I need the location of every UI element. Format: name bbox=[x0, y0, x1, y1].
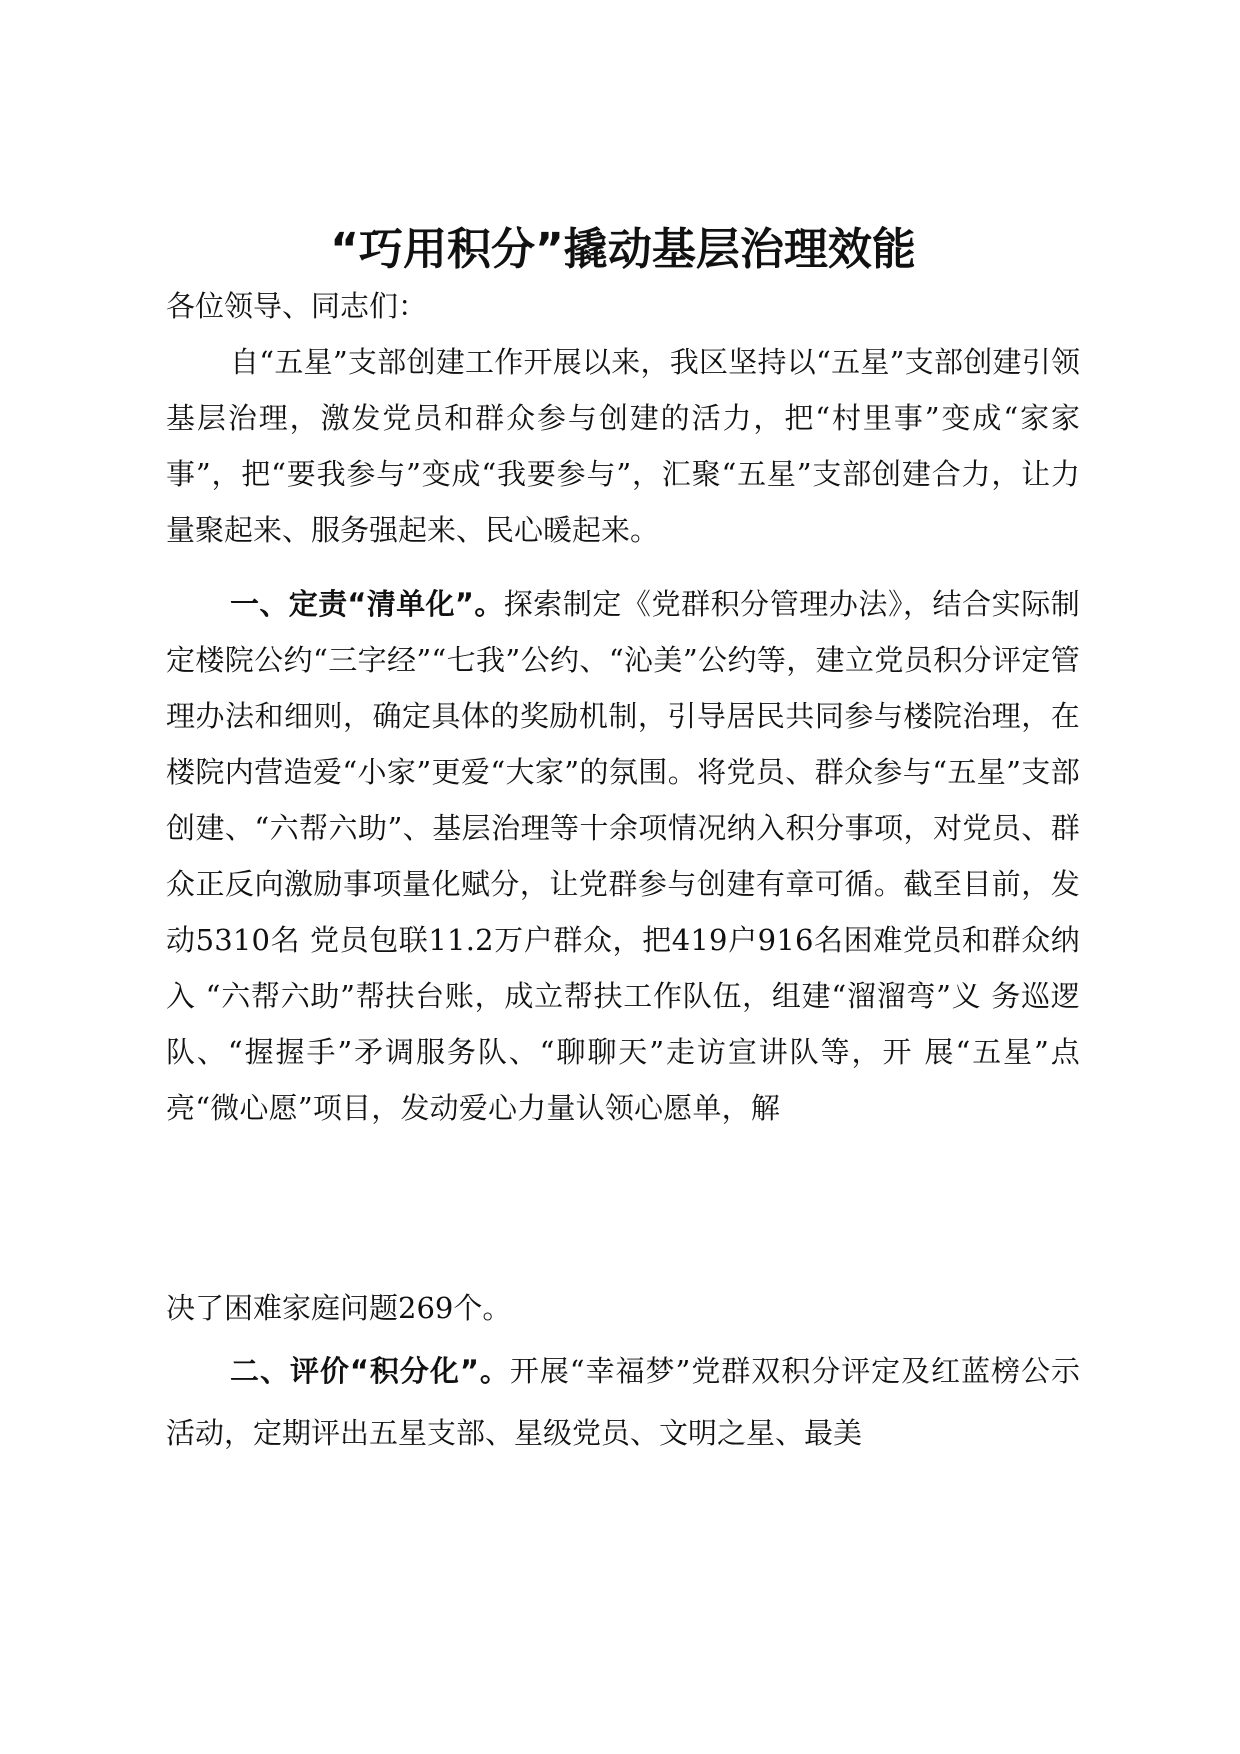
document-title: “巧用积分”撬动基层治理效能 bbox=[330, 224, 916, 275]
section-2-text: 开展“幸福梦”党群双积分评定及红蓝榜公示活动，定期评出五星支部、星级党员、文明之星、最美 bbox=[166, 1354, 1080, 1450]
section-2-paragraph bbox=[166, 1340, 1080, 1464]
section-1-paragraph bbox=[166, 576, 1080, 1136]
salutation: 各位领导、同志们： bbox=[166, 289, 428, 323]
section-1-text: 探索制定《党群积分管理办法》，结合实际制定楼院公约“三字经”“七我”公约、“沁美”公约等，建立党员积分评定管理办法和细则，确定具体的奖励机制，引导居民共同参与楼院治理，在楼院内营造爱“小家”更爱“大家”的氛围。将党员、群众参与“五星”支部创建、“六帮六助”、基层治理等十余项情况纳入积分事项，对党员、群众正反向激励事项量化赋分，让党群参与创建有章可循。截至目前，发动5310名 党员包联11.2万户群众，把419户916名困难党员和群众纳入 “六帮六助”帮扶台账，成立帮扶工作队伍，组建“溜溜弯”义 务巡逻队、“握握手”矛调服务队、“聊聊天”走访宣讲队等，开 展“五星”点亮“微心愿”项目，发动爱心力量认领心愿单，解 bbox=[166, 587, 1080, 1125]
section-1-heading: 一、定责“清单化”。 bbox=[230, 587, 504, 621]
document-page bbox=[166, 0, 1080, 1754]
section-2-heading: 二、评价“积分化”。 bbox=[230, 1354, 510, 1388]
intro-paragraph: 自“五星”支部创建工作开展以来，我区坚持以“五星”支部创建引领基层治理，激发党员和群众参与创建的活力，把“村里事”变成“家家事”，把“要我参与”变成“我要参与”，汇聚“五星”支部创建合力，让力量聚起来、服务强起来、民心暖起来。 bbox=[166, 345, 1080, 547]
section-1-tail-line: 决了困难家庭问题269个。 bbox=[166, 1291, 512, 1325]
